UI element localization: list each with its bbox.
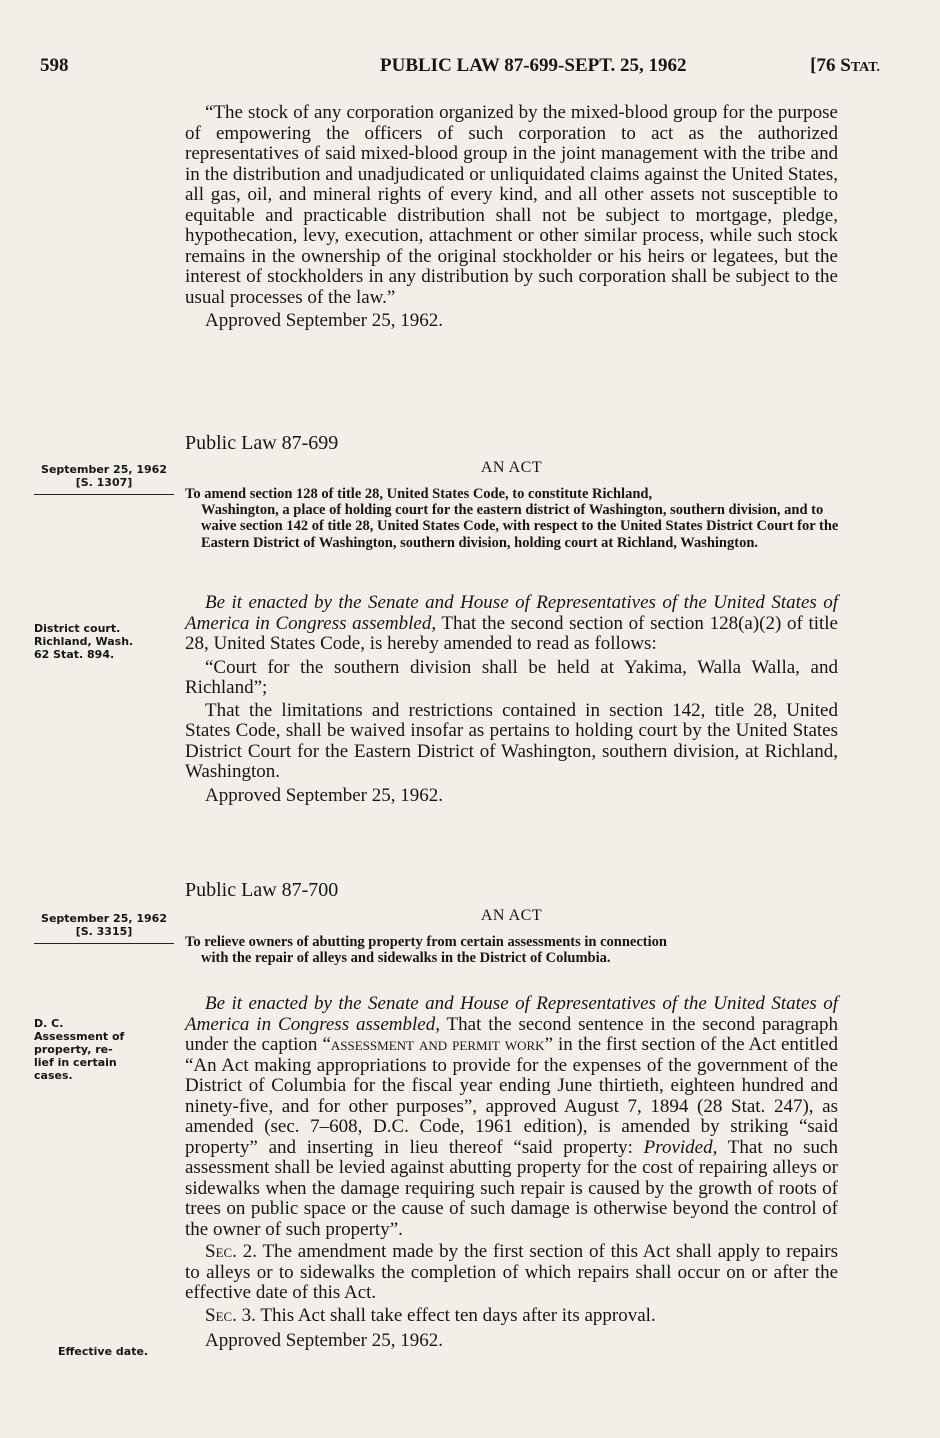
an-act-label: AN ACT [480,459,543,476]
approval-line: Approved September 25, 1962. [205,784,443,806]
margin-rule [34,494,174,495]
continued-section [185,103,838,332]
enacting-clause: Be it enacted by the Senate and House of Representatives of the United States of America in Congress assembled, That the second sentence in the second paragraph under the caption “assessment and permit work” in the first section of the Act entitled “An Act making appropriations to provide for the expenses of the government of the District of Columbia for the fiscal year ending June thirtieth, eighteen hundred and ninety-five, and for other purposes”, approved August 7, 1894 (28 Stat. 247), as amended (sec. 7–608, D.C. Code, 1961 edition), is amended by striking “said property” and inserting in lieu thereof “said property: Provided, That no such assessment shall be levied against abutting property for the cost of repairing alleys or sidewalks when the damage requiring such repair is caused by the growth of roots of trees on public space or the cause of such damage is otherwise beyond the control of the owner of such property”. [185,993,838,1240]
approval-line: Approved September 25, 1962. [205,1330,443,1351]
act-purpose: To amend section 128 of title 28, United States Code, to constitute Richland, Washington, a place of holding court for the eastern district of Washington, southern division, and to waive section 142 of title 28, United States Code, with respect to the United States District Court for the Eastern District of Washington, southern division, holding court at Richland, Washington. [185,486,839,551]
enacting-clause: Be it enacted by the Senate and House of Representatives of the United States of America in Congress assembled, That the second section of section 128(a)(2) of title 28, United States Code, is hereby amended to read as follows: [185,592,838,654]
margin-note-district-court: District court. Richland, Wash. 62 Stat. 894. [34,622,134,661]
public-law-heading: Public Law 87-700 [185,879,339,901]
running-title: PUBLIC LAW 87-699-SEPT. 25, 1962 [380,55,687,76]
act-purpose: To relieve owners of abutting property from certain assessments in connection with the repair of alleys and sidewalks in the District of Columbia. [185,934,667,967]
section-2: Sec. 2. The amendment made by the first section of this Act shall apply to repairs to alleys or to sidewalks the completion of which repairs shall occur on or after the effective date of this Act. [185,1241,838,1303]
public-law-heading: Public Law 87-699 [185,432,339,454]
limitations-paragraph: That the limitations and restrictions contained in section 142, title 28, United States Code, shall be waived insofar as pertains to holding court by the United States District Court for the Eastern District of Washington, southern division, at Richland, Washington. [185,699,838,782]
amended-text-quote: “Court for the southern division shall be held at Yakima, Walla Walla, and Richland”; [185,656,838,698]
section-3: Sec. 3. This Act shall take effect ten days after its approval. [205,1304,656,1326]
page-number: 598 [40,55,69,76]
margin-note-assessment: D. C. Assessment of property, re- lief in certain cases. [34,1017,125,1082]
margin-date: September 25, 1962 [S. 3315] [41,912,167,938]
enacting-section-700 [185,994,838,1352]
margin-rule [34,943,174,944]
an-act-label: AN ACT [480,907,543,924]
statute-volume: [76 STAT. [810,55,880,76]
enacting-section-699 [185,593,838,807]
margin-note-effective-date: Effective date. [58,1345,149,1358]
margin-date: September 25, 1962 [S. 1307] [41,463,167,489]
continued-paragraph: “The stock of any corporation organized by the mixed-blood group for the purpose of empowering the officers of such corporation to act as the authorized representatives of said mixed-blood group in the joint management with the tribe and in the distribution and unadjudicated or unliquidated claims against the United States, all gas, oil, and mineral rights of every kind, and all other assets not susceptible to equitable and practicable distribution shall not be subject to mortgage, pledge, hypothecation, levy, execution, attachment or other similar process, while such stock remains in the ownership of the original stockholder or his heirs or legatees, but the interest of stockholders in any distribution by such corporation shall be subject to the usual processes of the law.” [185,102,838,308]
approval-line: Approved September 25, 1962. [205,310,443,331]
page-header [40,55,880,87]
